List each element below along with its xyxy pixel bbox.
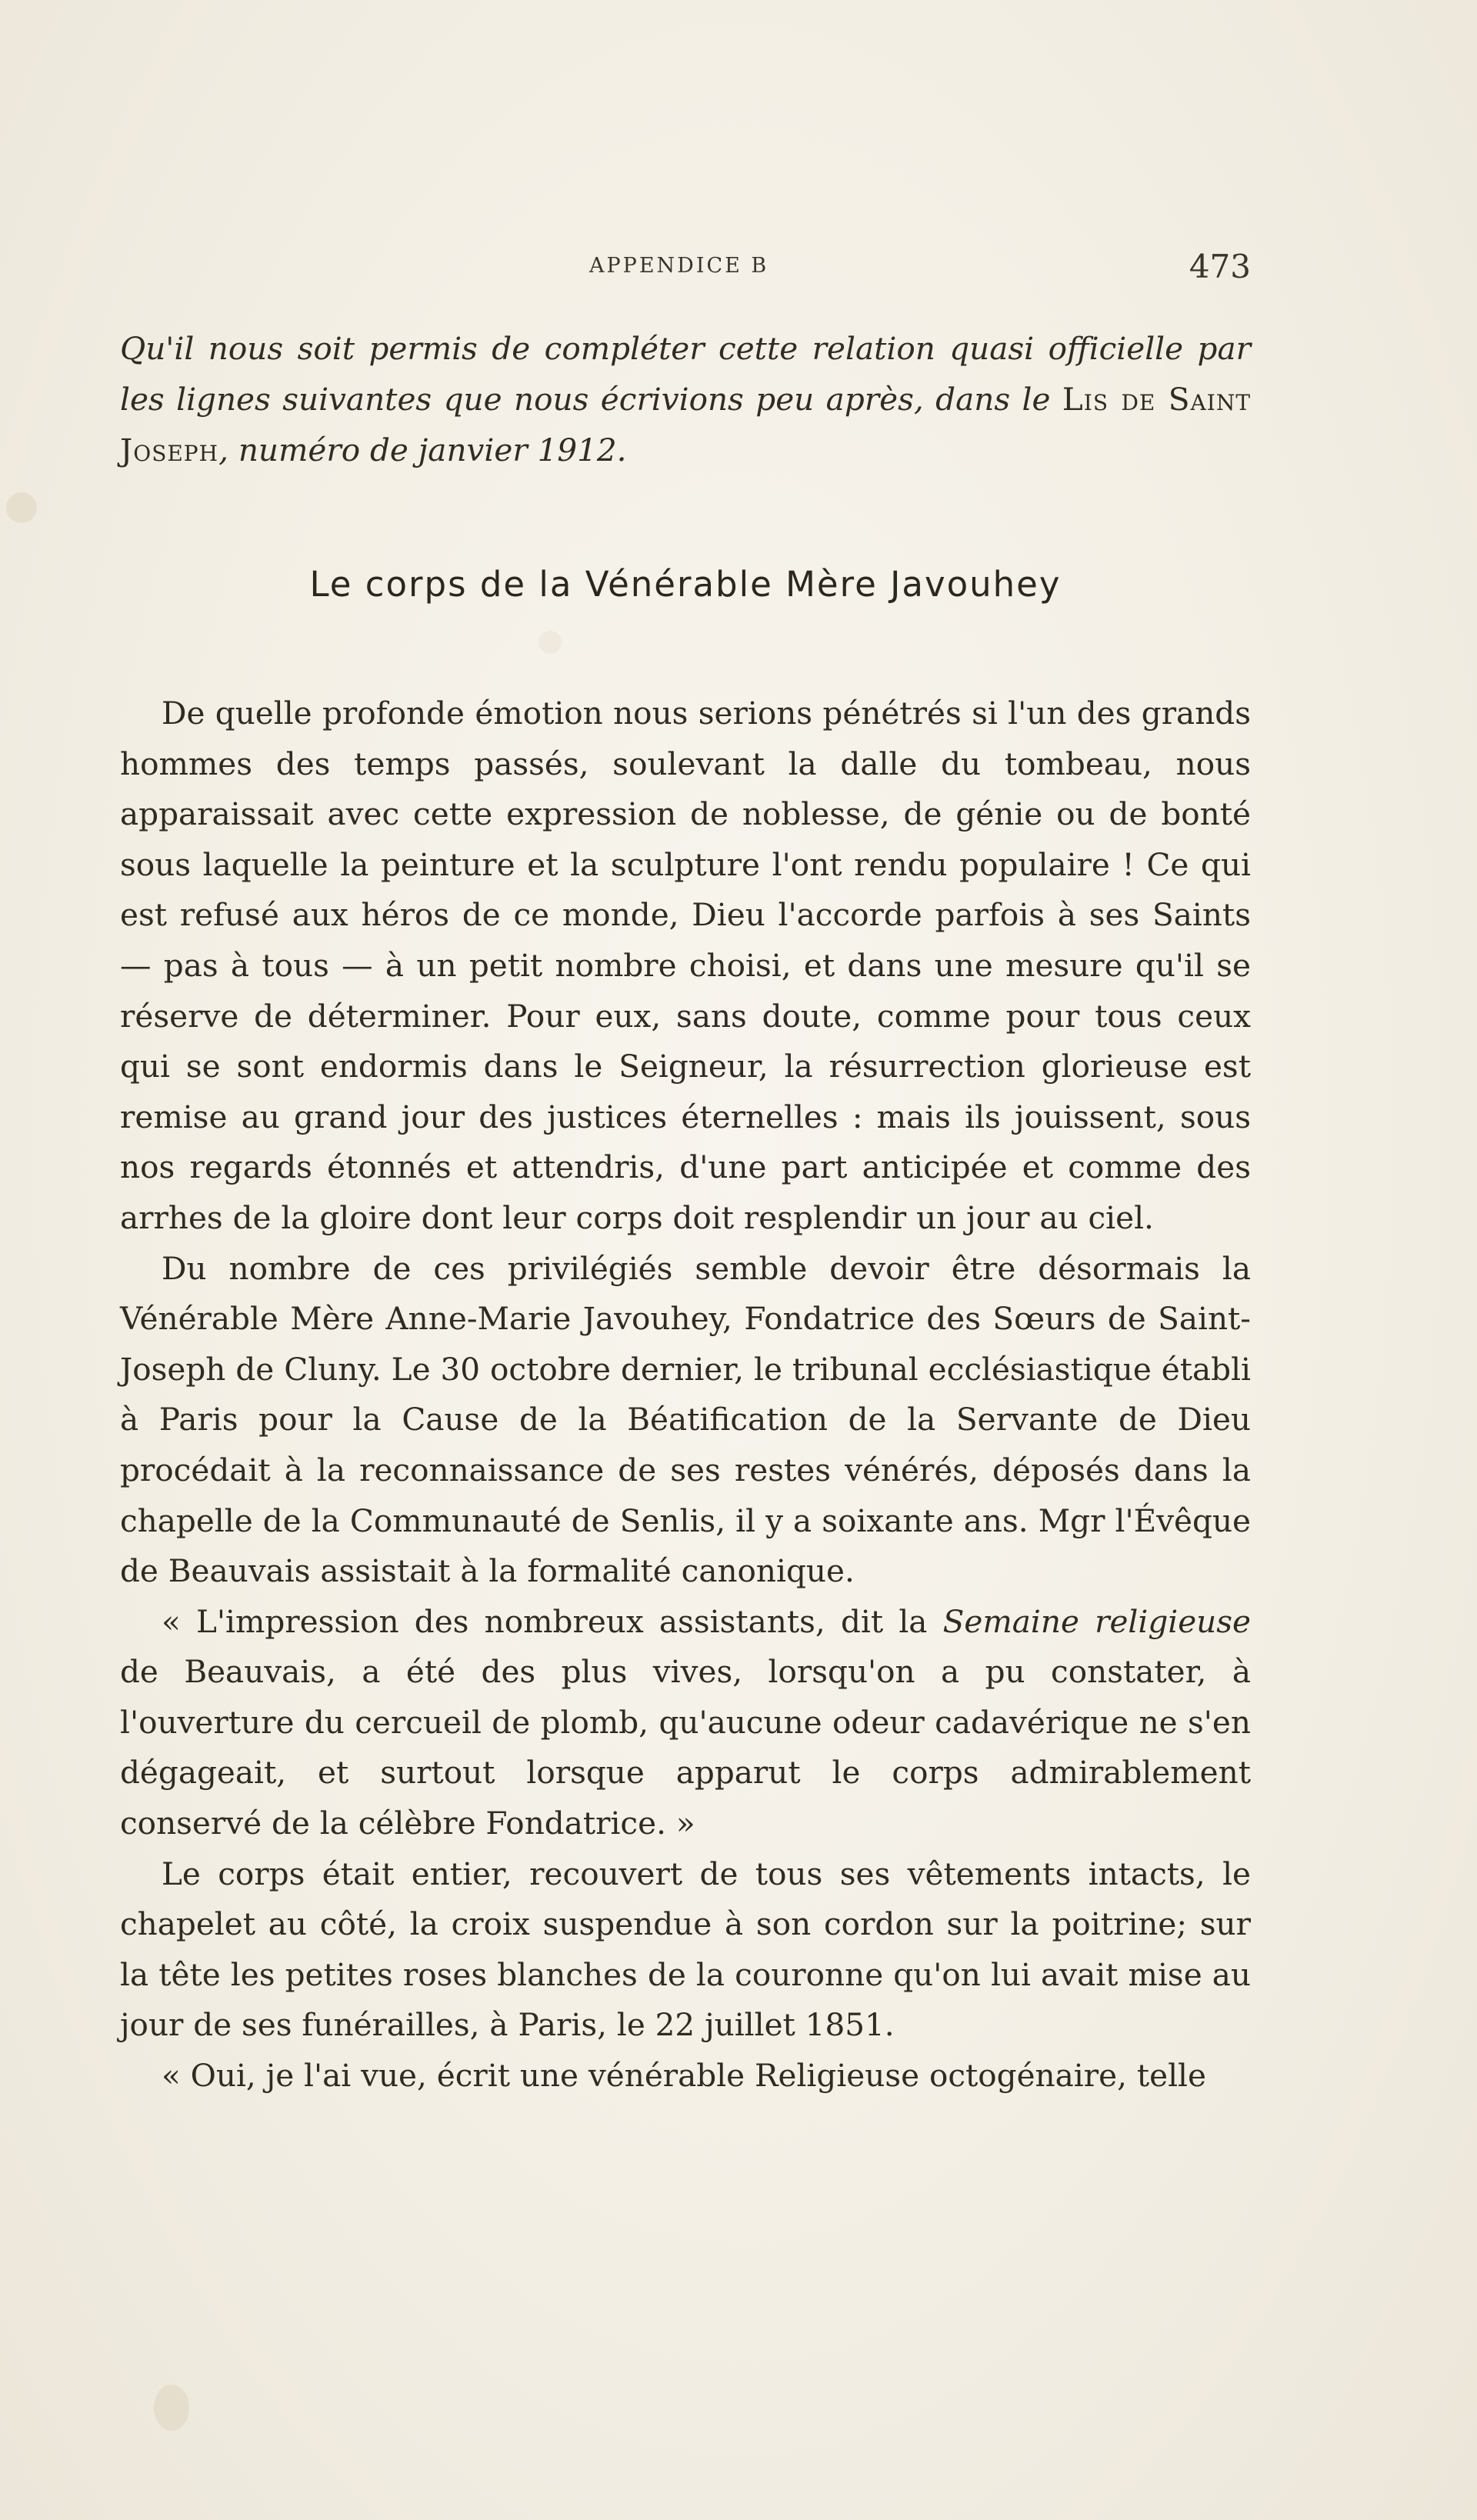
running-head: APPENDICE B (589, 254, 769, 278)
intro-paragraph (120, 323, 1251, 475)
paper-stain (6, 492, 37, 523)
paper-stain (154, 2385, 189, 2431)
paragraph: Le corps était entier, recouvert de tous ses vêtements intacts, le chapelet au côté, la croix suspendue à son cordon sur la poitrine; sur la tête les petites roses blanches de la couronne qu'on lui avait mise au jour de ses funérailles, à Paris, le 22 juillet 1851. (120, 1855, 1251, 2044)
intro-text: Qu'il nous soit permis de compléter cette relation quasi officielle par les lignes suivantes que nous écrivions peu après, dans le (120, 330, 1251, 418)
paragraph-text: « L'impression des nombreux assistants, dit la (162, 1602, 928, 1640)
paragraph: « Oui, je l'ai vue, écrit une vénérable Religieuse octogénaire, telle (162, 2057, 1206, 2095)
journal-name: Lis de Saint Joseph (120, 381, 1251, 468)
publication-title: Semaine religieuse (942, 1602, 1252, 1640)
paragraph (120, 1597, 1251, 1849)
intro-text-end: , numéro de janvier 1912. (218, 432, 627, 468)
section-heading: Le corps de la Vénérable Mère Javouhey (309, 564, 1062, 605)
paragraph: De quelle profonde émotion nous serions pénétrés si l'un des grands hommes des temps passés, soulevant la dalle du tombeau, nous apparaissait avec cette expression de noblesse, de génie ou de bonté sous laquelle la peinture et la sculpture l'ont rendu populaire ! Ce qui est refusé aux héros de ce monde, Dieu l'accorde parfois à ses Saints — pas à tous — à un petit nombre choisi, et dans une mesure qu'il se réserve de déterminer. Pour eux, sans doute, comme pour tous ceux qui se sont endormis dans le Seigneur, la résurrection glorieuse est remise au grand jour des justices éternelles : mais ils jouissent, sous nos regards étonnés et attendris, d'une part anticipée et comme des arrhes de la gloire dont leur corps doit resplendir un jour au ciel. (120, 695, 1251, 1236)
paragraph: Du nombre de ces privilégiés semble devoir être désormais la Vénérable Mère Anne-Marie Javouhey, Fondatrice des Sœurs de Saint-Joseph de Cluny. Le 30 octobre dernier, le tribunal ecclésiastique établi à Paris pour la Cause de la Béatification de la Servante de Dieu procédait à la reconnaissance de ses restes vénérés, déposés dans la chapelle de la Communauté de Senlis, il y a soixante ans. Mgr l'Évêque de Beauvais assistait à la formalité canonique. (120, 1249, 1251, 1590)
page-number: 473 (1189, 248, 1251, 285)
article-body (120, 688, 1251, 2102)
paper-stain (538, 631, 562, 654)
page-header (120, 248, 1251, 294)
paragraph-text: de Beauvais, a été des plus vives, lorsqu'on a pu constater, à l'ouverture du cercueil de plomb, qu'aucune odeur cadavérique ne s'en dégageait, et surtout lorsque apparut le corps admirablement conservé de la célèbre Fondatrice. » (120, 1653, 1251, 1842)
